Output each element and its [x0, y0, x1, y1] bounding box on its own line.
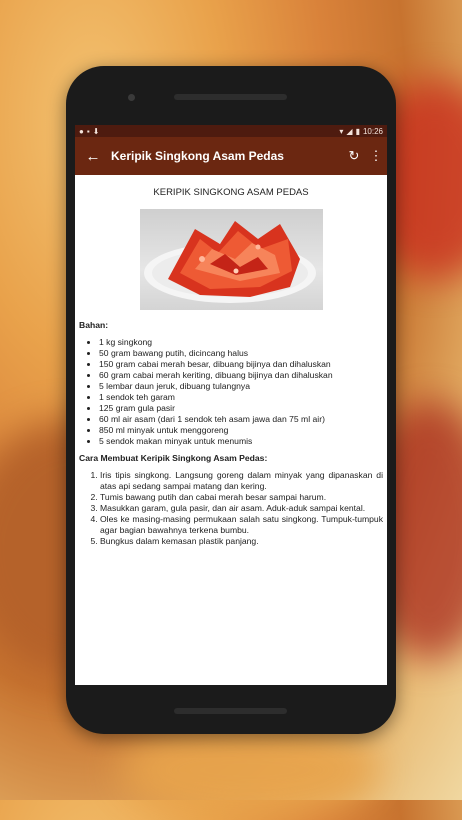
list-item: • 60 ml air asam (dari 1 sendok teh asam jawa dan 75 ml air)	[99, 414, 383, 425]
ingredients-list	[79, 337, 383, 447]
list-item: • 150 gram cabai merah besar, dibuang bijinya dan dihaluskan	[99, 359, 383, 370]
step-item: 5. Bungkus dalam kemasan plastik panjang.	[100, 536, 383, 547]
phone-screen	[75, 125, 387, 685]
article-heading: KERIPIK SINGKONG ASAM PEDAS	[153, 187, 309, 198]
notification-icon: ●	[79, 126, 84, 136]
back-arrow-icon[interactable]: ←	[85, 147, 101, 165]
list-item: • 50 gram bawang putih, dicincang halus	[99, 348, 383, 359]
step-item: 2. Tumis bawang putih dan cabai merah besar sampai harum.	[100, 492, 383, 503]
list-item: • 5 sendok makan minyak untuk menumis	[99, 436, 383, 447]
list-item: • 60 gram cabai merah keriting, dibuang bijinya dan dihaluskan	[99, 370, 383, 381]
list-item: • 125 gram gula pasir	[99, 403, 383, 414]
sim-icon: ▪	[86, 126, 90, 136]
list-item: • 5 lembar daun jeruk, dibuang tulangnya	[99, 381, 383, 392]
camera-icon	[128, 94, 135, 101]
download-icon: ⬇	[92, 126, 100, 136]
step-item: 4. Oles ke masing-masing permukaan salah satu singkong. Tumpuk-tumpuk agar bagian bawahnya terkena bumbu.	[100, 514, 383, 536]
wifi-icon: ▾	[339, 126, 344, 136]
step-item: 1. Iris tipis singkong. Langsung goreng dalam minyak yang dipanaskan di atas api sedang sampai matang dan kering.	[100, 470, 383, 492]
more-vert-icon[interactable]: ⋮	[369, 148, 383, 163]
food-image	[140, 209, 323, 310]
chips-picture	[140, 209, 323, 310]
battery-icon: ▮	[355, 126, 360, 136]
status-time: 10:26	[362, 126, 383, 136]
signal-icon: ◢	[346, 126, 353, 136]
method-label: Cara Membuat Keripik Singkong Asam Pedas:	[79, 453, 268, 464]
steps-list	[79, 470, 383, 547]
phone-frame	[66, 66, 396, 734]
list-item: • 1 sendok teh garam	[99, 392, 383, 403]
list-item: • 1 kg singkong	[99, 337, 383, 348]
article-content	[75, 175, 387, 547]
speaker-grille	[174, 94, 287, 100]
app-title: Keripik Singkong Asam Pedas	[111, 149, 284, 163]
step-item: 3. Masukkan garam, gula pasir, dan air asam. Aduk-aduk sampai kental.	[100, 503, 383, 514]
status-bar	[75, 125, 387, 137]
list-item: • 850 ml minyak untuk menggoreng	[99, 425, 383, 436]
refresh-icon[interactable]: ↻	[348, 148, 360, 163]
app-bar	[75, 137, 387, 175]
speaker-grille	[174, 708, 287, 714]
ingredients-label: Bahan:	[79, 320, 109, 331]
background-blur	[120, 720, 380, 820]
